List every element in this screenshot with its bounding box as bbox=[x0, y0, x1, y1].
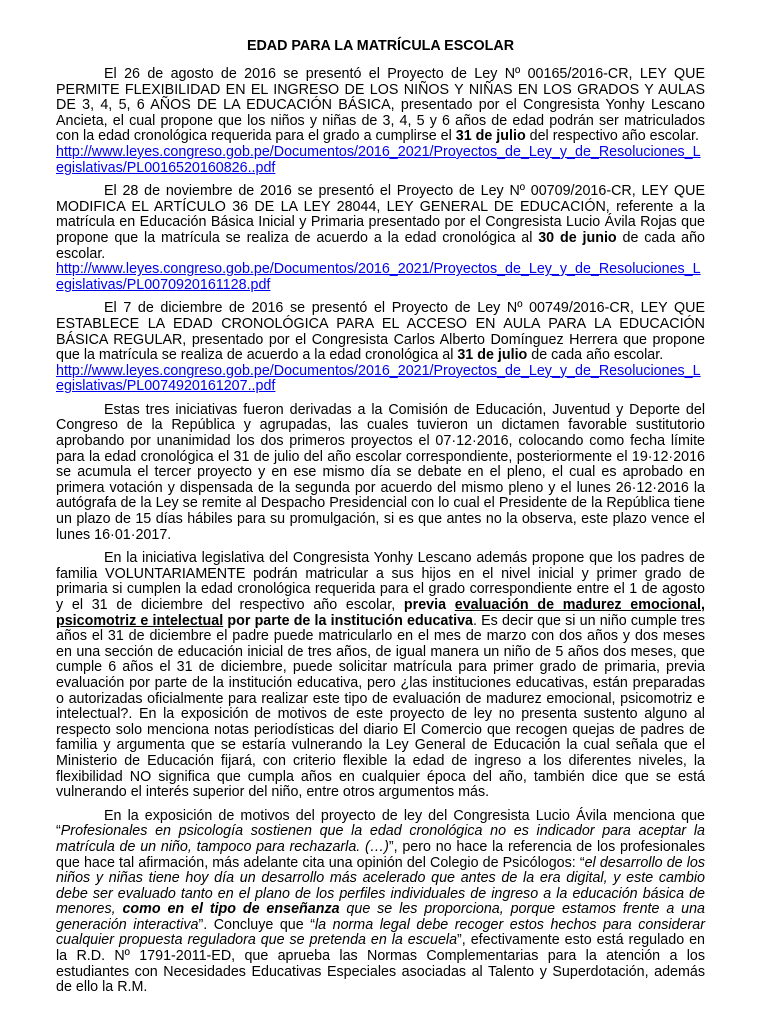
paragraph-6-text-d: ”, efectivamente esto está regulado en la R.D. Nº 1791-2011-ED, que aprueba las Normas Complementarias para la atención a los estudiantes con Necesidades Educativas Especiales asociadas al Talento y Superdotación, además de ello la R.M. bbox=[56, 932, 705, 996]
paragraph-5-bold-a: previa bbox=[403, 597, 455, 613]
paragraph-3-date: 31 de julio bbox=[457, 347, 528, 364]
paragraph-5-text-b: . Es decir que si un niño cumple tres años el 31 de diciembre el padre puede matricularlo en el mes de marzo con dos años y dos meses en una sección de educación inicial de tres años, de igual manera un niño de 5 años dos meses, que cumple 6 años el 31 de diciembre, puede solicitar matrícula para primer grado de primaria, previa evaluación por parte de la institución educativa, pero ¿las instituciones educativas, están preparadas o autorizadas oficialmente para realizar este tipo de evaluación de madurez emocional, psicomotriz e intelectual?. En la exposición de motivos de este proyecto de ley no presenta sustento alguno al respecto solo menciona notas periodísticas del diario El Comercio que recogen quejas de padres de familia y argumenta que se estaría vulnerando la Ley General de Educación la cual señala que el Ministerio de Educación fijará, con criterio flexible la edad de ingreso a los diferentes niveles, la flexibilidad NO significa que cumpla años en cualquier época del año, también dice que se está vulnerando el interés superior del niño, entre otros argumentos más. bbox=[56, 612, 705, 801]
paragraph-5-bold-b: por parte de la institución educativa bbox=[223, 612, 474, 629]
link-proyecto-00749[interactable]: http://www.leyes.congreso.gob.pe/Documentos/2016_2021/Proyectos_de_Ley_y_de_Resoluciones_Legislativas/PL0074920161207..pdf bbox=[56, 362, 701, 395]
paragraph-5-bold-underline: evaluación de madurez emocional, psicomotriz e intelectual bbox=[56, 597, 705, 629]
paragraph-3-text-a: El 7 de diciembre de 2016 se presentó el Proyecto de Ley Nº 00749/2016-CR, LEY QUE ESTABLECE LA EDAD CRONOLÓGICA PARA EL ACCESO EN AULA PARA LA EDUCACIÓN BÁSICA REGULAR, presentado por el Congresista Carlos Alberto Domínguez Herrera que propone que la matrícula se realiza de acuerdo a la edad cronológica al bbox=[56, 300, 705, 364]
paragraph-3-text-b: de cada año escolar. bbox=[527, 347, 664, 364]
paragraph-5-text-a: En la iniciativa legislativa del Congresista Yonhy Lescano además propone que los padres de familia VOLUNTARIAMENTE podrán matricular a sus hijos en el nivel inicial y primer grado de primaria si cumplen la edad cronológica requerida para el grado correspondiente entre el 1 de agosto y el 31 de diciembre del respectivo año escolar, bbox=[56, 550, 705, 613]
paragraph-2-text-b: de cada año escolar. bbox=[56, 229, 705, 262]
paragraph-1-text-a: El 26 de agosto de 2016 se presentó el Proyecto de Ley Nº 00165/2016-CR, LEY QUE PERMITE FLEXIBILIDAD EN EL INGRESO DE LOS NIÑOS Y NIÑAS EN LOS GRADOS Y AULAS DE 3, 4, 5, 6 AÑOS DE LA EDUCACIÓN BÁSICA, presentado por el Congresista Yonhy Lescano Ancieta, el cual propone que los niños y niñas de 3, 4, 5 y 6 años de edad podrán ser matriculados con la edad cronológica requerida para el grado a cumplirse el bbox=[56, 66, 705, 145]
paragraph-6-text-c: ”. Concluye que “ bbox=[198, 916, 315, 933]
paragraph-1 bbox=[56, 67, 705, 176]
paragraph-2-text-a: El 28 de noviembre de 2016 se presentó el Proyecto de Ley Nº 00709/2016-CR, LEY QUE MODIFICA EL ARTÍCULO 36 DE LA LEY 28044, LEY GENERAL DE EDUCACIÓN, referente a la matrícula en Educación Básica Inicial y Primaria presentado por el Congresista Lucio Ávila Rojas que propone que la matrícula se realiza de acuerdo a la edad cronológica al bbox=[56, 183, 705, 246]
paragraph-6-text-b: ”, pero no hace la referencia de los profesionales que hace tal afirmación, más adelante cita una opinión del Colegio de Psicólogos: “ bbox=[56, 838, 706, 871]
paragraph-6-italic-c: que se les proporciona, porque estamos frente a una generación interactiva bbox=[56, 901, 705, 933]
paragraph-3 bbox=[56, 301, 705, 395]
link-proyecto-00709[interactable]: http://www.leyes.congreso.gob.pe/Documentos/2016_2021/Proyectos_de_Ley_y_de_Resoluciones_Legislativas/PL0070920161128.pdf bbox=[56, 261, 701, 293]
paragraph-2 bbox=[56, 184, 705, 293]
paragraph-1-date: 31 de julio bbox=[455, 128, 526, 145]
paragraph-6-text-a: En la exposición de motivos del proyecto de ley del Congresista Lucio Ávila menciona que “ bbox=[56, 807, 705, 840]
paragraph-2-date: 30 de junio bbox=[538, 229, 617, 246]
document-title: EDAD PARA LA MATRÍCULA ESCOLAR bbox=[246, 38, 515, 54]
paragraph-4: Estas tres iniciativas fueron derivadas a la Comisión de Educación, Juventud y Deporte del Congreso de la República y agrupadas, las cuales tuvieron un dictamen favorable sustitutorio aprobando por unanimidad los dos primeros proyectos el 07·12·2016, colocando como fecha límite para la edad cronológica el 31 de julio del año escolar correspondiente, posteriormente el 19·12·2016 se acumula el tercer proyecto y en ese mismo día se debate en el pleno, el cual es aprobado en primera votación y dispensada de la segunda por acuerdo del mismo pleno y el lunes 26·12·2016 la autógrafa de la Ley se remite al Despacho Presidencial con lo cual el Presidente de la República tiene un plazo de 15 días hábiles para su promulgación, si es que antes no la observa, este plazo vence el lunes 16·01·2017. bbox=[56, 401, 705, 543]
paragraph-6-italic-a: Profesionales en psicología sostienen que la edad cronológica no es indicador para aceptar la matrícula de un niño, tampoco para rechazarla. (…) bbox=[56, 823, 705, 855]
paragraph-6-italic-b: el desarrollo de los niños y niñas tiene hoy día un desarrollo más acelerado que antes de la era digital, y este cambio debe ser evaluado tanto en el plano de los perfiles individuales de ingreso a la educación básica de menores, bbox=[56, 854, 705, 918]
paragraph-1-text-b: del respectivo año escolar. bbox=[525, 128, 699, 145]
link-proyecto-00165[interactable]: http://www.leyes.congreso.gob.pe/Documentos/2016_2021/Proyectos_de_Ley_y_de_Resoluciones_Legislativas/PL0016520160826..pdf bbox=[56, 143, 701, 176]
paragraph-6 bbox=[56, 809, 705, 996]
paragraph-6-italic-d: la norma legal debe recoger estos hechos para considerar cualquier propuesta reguladora que se pretenda en la escuela bbox=[56, 916, 705, 949]
paragraph-5 bbox=[56, 551, 705, 801]
paragraph-6-bold-italic: como en el tipo de enseñanza bbox=[122, 901, 340, 918]
